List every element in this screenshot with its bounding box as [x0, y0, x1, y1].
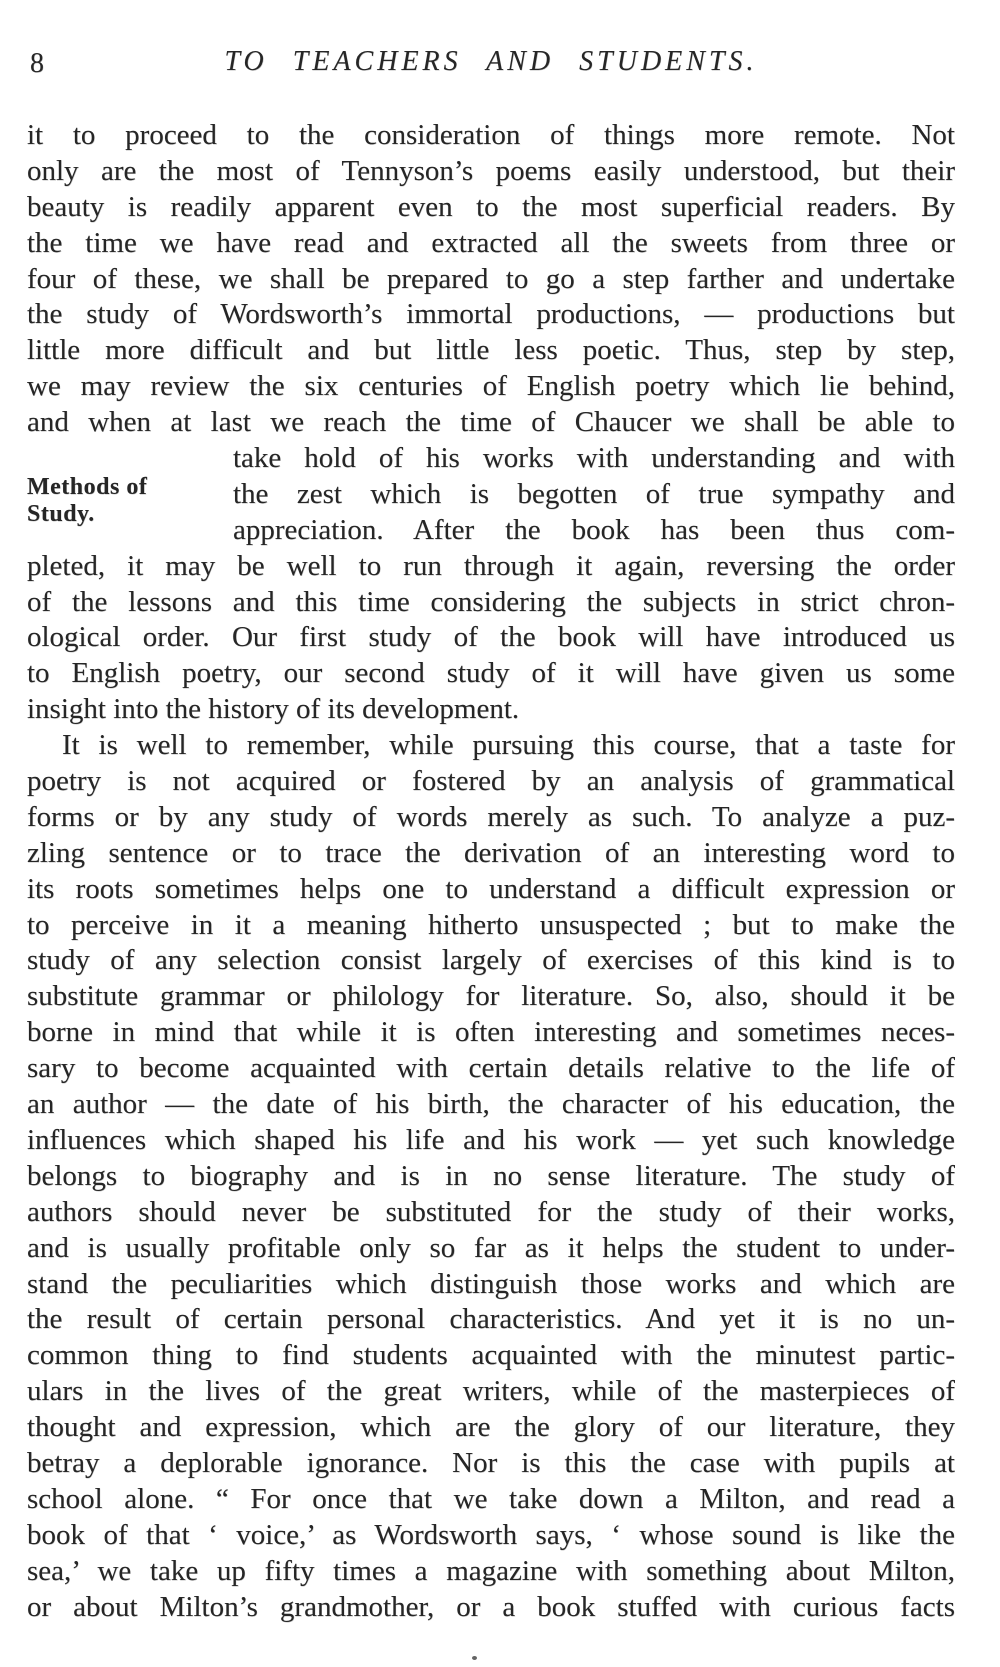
text-line: Methods of: [27, 474, 148, 500]
text-line: borne in mind that while it is often interesting and sometimes neces-: [27, 1016, 955, 1049]
text-line: the zest which is begotten of true sympathy and: [233, 477, 955, 510]
text-line: ological order. Our first study of the book will have introduced us: [27, 621, 955, 654]
text-line: or about Milton’s grandmother, or a book stuffed with curious facts: [27, 1590, 955, 1623]
text-line: the time we have read and extracted all the sweets from three or: [27, 226, 955, 259]
text-line: we may review the six centuries of English poetry which lie behind,: [27, 370, 955, 403]
text-line: influences which shaped his life and his work — yet such knowledge: [27, 1123, 955, 1156]
text-line: study of any selection consist largely of exercises of this kind is to: [27, 944, 955, 977]
scan-speck-artifact: [472, 1656, 477, 1660]
text-line: pleted, it may be well to run through it again, reversing the order: [27, 549, 955, 582]
paragraph-1-upper-lines: [27, 118, 955, 441]
text-line: belongs to biography and is in no sense literature. The study of: [27, 1159, 955, 1192]
text-line: it to proceed to the consideration of things more remote. Not: [27, 119, 955, 151]
text-line: and when at last we reach the time of Chaucer we shall be able to: [27, 406, 955, 439]
text-line: It is well to remember, while pursuing this course, that a taste for: [62, 729, 955, 762]
text-line: only are the most of Tennyson’s poems easily understood, but their: [27, 154, 955, 187]
text-line: stand the peculiarities which distinguish those works and which are: [27, 1267, 955, 1300]
text-line: four of these, we shall be prepared to go a step farther and undertake: [27, 262, 955, 295]
text-line: take hold of his works with understanding and with: [233, 442, 955, 475]
text-line: poetry is not acquired or fostered by an analysis of grammatical: [27, 765, 955, 798]
text-line: common thing to find students acquainted with the minutest partic-: [27, 1339, 955, 1372]
text-line: authors should never be substituted for the study of their works,: [27, 1195, 955, 1228]
page-number: 8: [30, 48, 45, 79]
text-line: and is usually profitable only so far as it helps the student to under-: [27, 1231, 955, 1264]
text-line: to English poetry, our second study of it will have given us some: [27, 657, 955, 690]
text-line: sary to become acquainted with certain details relative to the life of: [27, 1052, 955, 1085]
text-line: substitute grammar or philology for literature. So, also, should it be: [27, 980, 955, 1013]
text-line: Study.: [27, 501, 95, 527]
text-line: an author — the date of his birth, the character of his education, the: [27, 1088, 955, 1121]
text-line: to perceive in it a meaning hitherto unsuspected ; but to make the: [27, 908, 955, 941]
text-line: betray a deplorable ignorance. Nor is this the case with pupils at: [27, 1446, 955, 1479]
paragraph-1-indented-lines: [27, 441, 955, 549]
text-line: of the lessons and this time considering the subjects in strict chron-: [27, 585, 955, 618]
text-line: ulars in the lives of the great writers, while of the masterpieces of: [27, 1375, 955, 1408]
text-line: insight into the history of its development.: [27, 693, 520, 726]
text-line: sea,’ we take up fifty times a magazine with something about Milton,: [27, 1554, 955, 1587]
paragraph-2-lines: [27, 728, 955, 1625]
text-line: the study of Wordsworth’s immortal productions, — productions but: [27, 298, 955, 331]
text-line: book of that ‘ voice,’ as Wordsworth says, ‘ whose sound is like the: [27, 1518, 955, 1551]
text-line: beauty is readily apparent even to the most superficial readers. By: [27, 190, 955, 223]
text-line: little more difficult and but little less poetic. Thus, step by step,: [27, 334, 955, 367]
text-line: the result of certain personal characteristics. And yet it is no un-: [27, 1303, 955, 1336]
text-line: thought and expression, which are the glory of our literature, they: [27, 1411, 955, 1444]
page-body: [27, 118, 955, 1625]
text-line: its roots sometimes helps one to understand a difficult expression or: [27, 872, 955, 905]
paragraph-1-lower-lines: [27, 549, 955, 728]
text-line: zling sentence or to trace the derivation of an interesting word to: [27, 836, 955, 869]
text-line: forms or by any study of words merely as such. To analyze a puz-: [27, 800, 955, 833]
text-line: school alone. “ For once that we take down a Milton, and read a: [27, 1482, 955, 1515]
running-title: TO TEACHERS AND STUDENTS.: [224, 46, 758, 77]
page-header: [27, 42, 955, 82]
text-line: appreciation. After the book has been thus com-: [233, 513, 955, 546]
